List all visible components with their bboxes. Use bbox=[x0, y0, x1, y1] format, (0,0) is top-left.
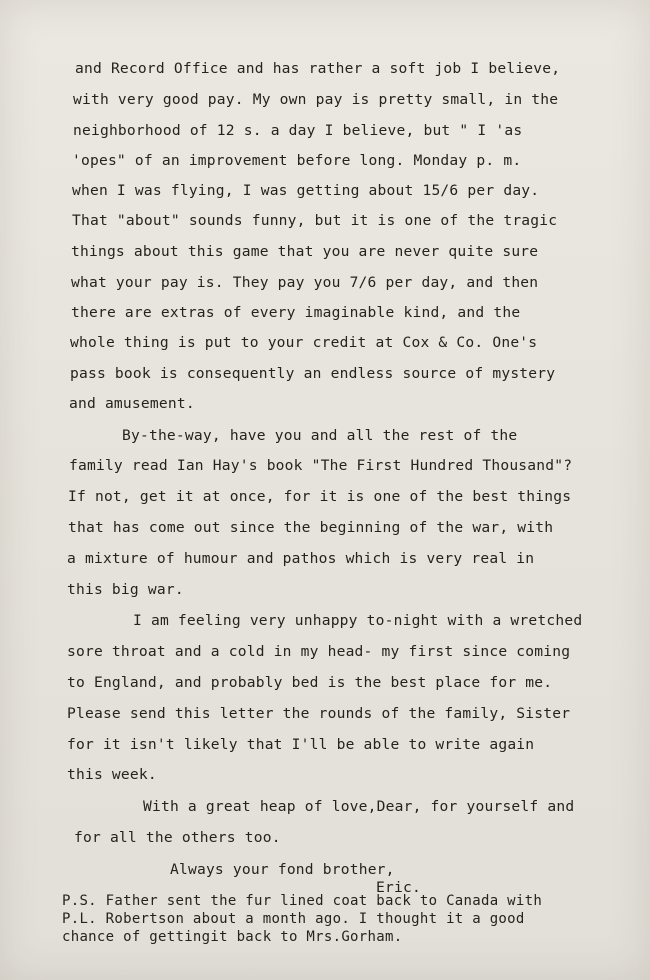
letter-line: this week. bbox=[67, 766, 157, 783]
letter-line: when I was flying, I was getting about 15/6 per day. bbox=[72, 182, 540, 199]
letter-line: a mixture of humour and pathos which is very real in bbox=[67, 550, 535, 567]
letter-line: I am feeling very unhappy to-night with a wretched bbox=[133, 612, 583, 629]
letter-line: for it isn't likely that I'll be able to write again bbox=[67, 736, 535, 753]
letter-line: If not, get it at once, for it is one of the best things bbox=[68, 488, 572, 505]
letter-line: what your pay is. They pay you 7/6 per day, and then bbox=[71, 274, 539, 291]
letter-line: By-the-way, have you and all the rest of the bbox=[122, 427, 518, 444]
letter-line: there are extras of every imaginable kind, and the bbox=[71, 304, 521, 321]
signature-line: Eric. bbox=[376, 879, 421, 896]
letter-line: sore throat and a cold in my head- my first since coming bbox=[67, 643, 571, 660]
letter-line: neighborhood of 12 s. a day I believe, but " I 'as bbox=[73, 122, 523, 139]
closing-line: Always your fond brother, bbox=[170, 861, 395, 878]
letter-line: pass book is consequently an endless source of mystery bbox=[70, 365, 556, 382]
letter-line: 'opes" of an improvement before long. Monday p. m. bbox=[72, 152, 522, 169]
letter-line: Please send this letter the rounds of the family, Sister bbox=[67, 705, 571, 722]
letter-line: With a great heap of love,Dear, for yourself and bbox=[143, 798, 575, 815]
letter-line: family read Ian Hay's book "The First Hundred Thousand"? bbox=[69, 457, 573, 474]
postscript-line: P.S. Father sent the fur lined coat back to Canada with bbox=[62, 893, 543, 909]
postscript-line: P.L. Robertson about a month ago. I thought it a good bbox=[62, 911, 525, 927]
letter-line: that has come out since the beginning of the war, with bbox=[68, 519, 554, 536]
letter-line: things about this game that you are never quite sure bbox=[71, 243, 539, 260]
letter-line: for all the others too. bbox=[74, 829, 281, 846]
letter-line: this big war. bbox=[67, 581, 184, 598]
letter-line: That "about" sounds funny, but it is one of the tragic bbox=[72, 212, 558, 229]
letter-line: whole thing is put to your credit at Cox & Co. One's bbox=[70, 334, 538, 351]
letter-line: and Record Office and has rather a soft job I believe, bbox=[75, 60, 561, 77]
letter-line: and amusement. bbox=[69, 395, 195, 412]
letter-line: with very good pay. My own pay is pretty small, in the bbox=[73, 91, 559, 108]
postscript-line: chance of gettingit back to Mrs.Gorham. bbox=[62, 929, 403, 945]
letter-line: to England, and probably bed is the best place for me. bbox=[67, 674, 553, 691]
